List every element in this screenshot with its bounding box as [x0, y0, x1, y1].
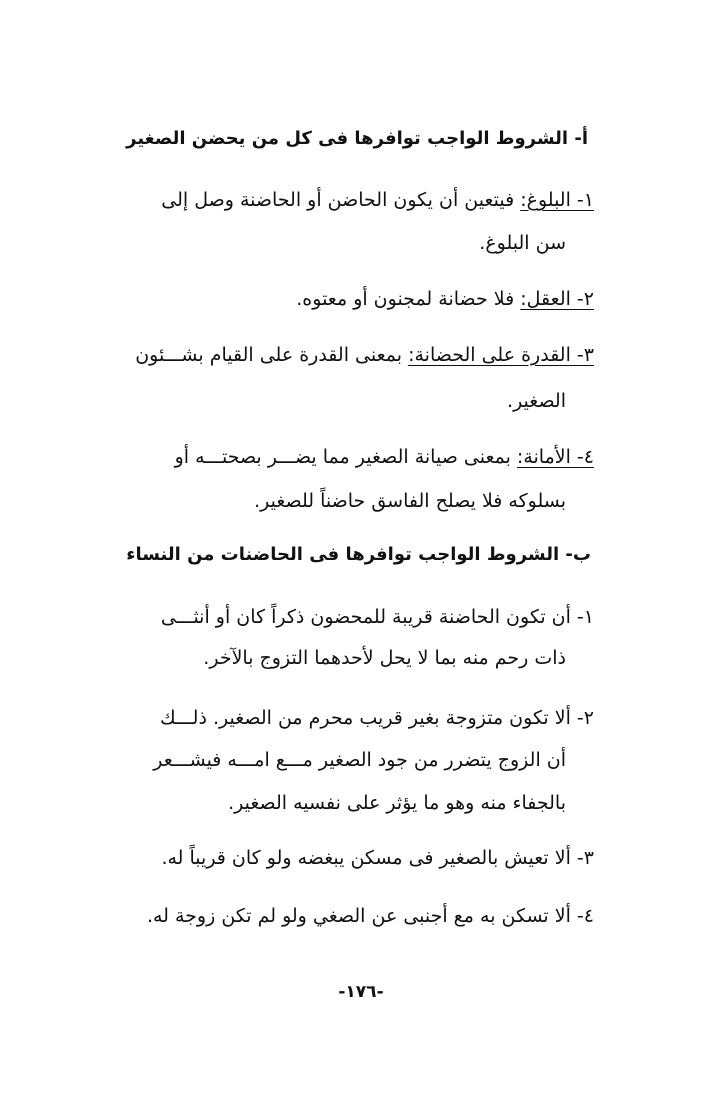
- item-term: ٤- الأمانة:: [516, 446, 594, 468]
- item-term: ١- البلوغ:: [520, 189, 594, 211]
- item-term: ٣- القدرة على الحضانة:: [408, 344, 594, 366]
- item-text: فيتعين أن يكون الحاضن أو الحاضنة وصل إلى: [161, 189, 521, 211]
- section-a-heading: أ- الشروط الواجب توافرها فى كل من يحضن الصغير: [126, 128, 588, 149]
- list-item-a2: [112, 285, 594, 313]
- list-item-b4: ٤- ألا تسكن به مع أجنبى عن الصغي ولو لم تكن زوجة له.: [146, 905, 594, 927]
- item-text: بمعنى القدرة على القيام بشـــئون: [135, 344, 409, 366]
- section-b-heading: ب- الشروط الواجب توافرها فى الحاضنات من النساء: [126, 544, 591, 565]
- list-item-a1: [112, 186, 594, 214]
- item-term: ٢- العقل:: [520, 288, 594, 310]
- list-item-b2-continuation: أن الزوج يتضرر من جود الصغير مـــع امـــه فيشـــعر: [153, 749, 566, 771]
- list-item-a3-continuation: الصغير.: [507, 390, 566, 412]
- list-item-a4-continuation: بسلوكه فلا يصلح الفاسق حاضناً للصغير.: [254, 490, 566, 512]
- list-item-b1-continuation: ذات رحم منه بما لا يحل لأحدهما التزوج بالآخر.: [203, 647, 566, 669]
- list-item-a1-continuation: سن البلوغ.: [479, 232, 566, 254]
- page-number: -١٧٦-: [338, 982, 384, 1002]
- list-item-a3: [112, 341, 594, 369]
- list-item-b3: ٣- ألا تعيش بالصغير فى مسكن يبغضه ولو كان قريباً له.: [161, 847, 594, 869]
- item-text: بمعنى صيانة الصغير مما يضـــر بصحتـــه أو: [174, 446, 517, 468]
- item-text: فلا حضانة لمجنون أو معتوه.: [296, 288, 521, 310]
- list-item-a4: [112, 443, 594, 471]
- list-item-b1: ١- أن تكون الحاضنة قريبة للمحضون ذكراً كان أو أنثـــى: [160, 606, 594, 628]
- list-item-b2: ٢- ألا تكون متزوجة بغير قريب محرم من الصغير. ذلـــك: [159, 707, 594, 729]
- list-item-b2-continuation-2: بالجفاء منه وهو ما يؤثر على نفسيه الصغير.: [228, 792, 566, 814]
